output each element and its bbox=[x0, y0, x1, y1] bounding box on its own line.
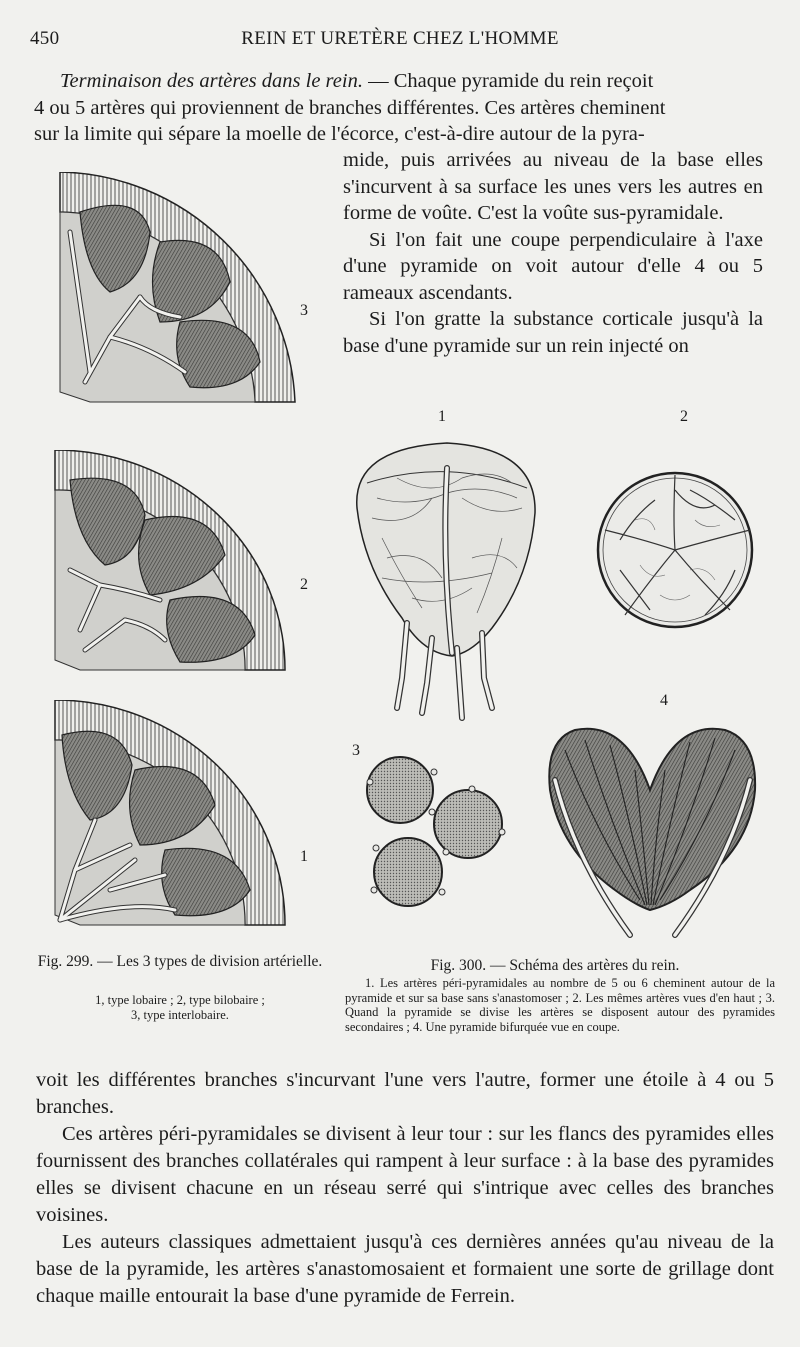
bottom-paragraph-2: Ces artères péri-pyramidales se divisent à leur tour : sur les flancs des pyramides elles fournissent des branches collatérales qui rampent à leur surface : à la base des pyramides elles se divisent chacune en un réseau serré qui s'intrique avec celles des branches voisines. bbox=[36, 1123, 774, 1226]
intro-line-2: 4 ou 5 artères qui proviennent de branches différentes. Ces artères cheminent bbox=[34, 96, 666, 119]
fig299-label-3: 3 bbox=[300, 302, 308, 319]
fig300-label-4: 4 bbox=[660, 692, 668, 709]
section-heading: Terminaison des artères dans le rein. bbox=[60, 70, 363, 92]
fig299-label-1: 1 bbox=[300, 848, 308, 865]
fig300-label-1: 1 bbox=[438, 408, 446, 425]
fig300-panel-4-illustration bbox=[545, 720, 760, 940]
intro-line-3: sur la limite qui sépare la moelle de l'écorce, c'est-à-dire autour de la pyra- bbox=[34, 123, 645, 145]
fig300-panel-3-illustration bbox=[362, 752, 512, 912]
running-title: REIN ET URETÈRE CHEZ L'HOMME bbox=[241, 28, 559, 49]
intro-full-lines bbox=[34, 68, 762, 148]
bottom-text bbox=[36, 1067, 774, 1310]
fig300-caption-body: 1. Les artères péri-pyramidales au nombre de 5 ou 6 cheminent autour de la pyramide et sur sa base sans s'anastomoser ; 2. Les mêmes artères vues d'en haut ; 3. Quand la pyramide se divise les artères se disposent autour des pyramides secondaires ; 4. Une pyramide bifurquée vue en coupe. bbox=[345, 976, 775, 1034]
fig300-caption-title: Fig. 300. — Schéma des artères du rein. bbox=[430, 957, 680, 974]
side-paragraph-2: Si l'on fait une coupe perpendiculaire à l'axe d'une pyramide on voit autour d'elle 4 ou 5 rameaux ascendants. bbox=[343, 228, 763, 304]
fig299-caption-title: Fig. 299. — Les 3 types de division artérielle. bbox=[37, 953, 323, 970]
fig299-caption-line-1: 1, type lobaire ; 2, type bilobaire ; bbox=[95, 993, 265, 1007]
fig299-label-2: 2 bbox=[300, 576, 308, 593]
fig299-caption-line-2: 3, type interlobaire. bbox=[131, 1008, 229, 1022]
page-number: 450 bbox=[30, 28, 60, 49]
intro-line-1: — Chaque pyramide du rein reçoit bbox=[362, 70, 654, 92]
fig300-label-2: 2 bbox=[680, 408, 688, 425]
page-header bbox=[30, 28, 770, 52]
fig299-panel-3-illustration bbox=[50, 172, 300, 412]
side-paragraph-3: Si l'on gratte la substance corticale jusqu'à la base d'une pyramide sur un rein injecté on bbox=[343, 308, 763, 357]
side-column-text bbox=[343, 147, 763, 359]
bottom-paragraph-1: voit les différentes branches s'incurvant l'une vers l'autre, former une étoile à 4 ou 5 branches. bbox=[36, 1069, 774, 1118]
fig300-label-3: 3 bbox=[352, 742, 360, 759]
fig300-panel-1-illustration bbox=[352, 438, 542, 728]
fig299-panel-2-illustration bbox=[50, 450, 290, 680]
fig300-panel-2-illustration bbox=[595, 470, 760, 635]
side-paragraph-1: mide, puis arrivées au niveau de la base elles s'incurvent à sa surface les unes vers les autres en forme de voûte. C'est la voûte sus-pyramidale. bbox=[343, 149, 763, 224]
bottom-paragraph-3: Les auteurs classiques admettaient jusqu'à ces dernières années qu'au niveau de la base de la pyramide, les artères s'anastomosaient et formaient une sorte de grillage dont chaque maille entourait la base d'une pyramide de Ferrein. bbox=[36, 1231, 774, 1307]
fig299-panel-1-illustration bbox=[50, 700, 290, 935]
